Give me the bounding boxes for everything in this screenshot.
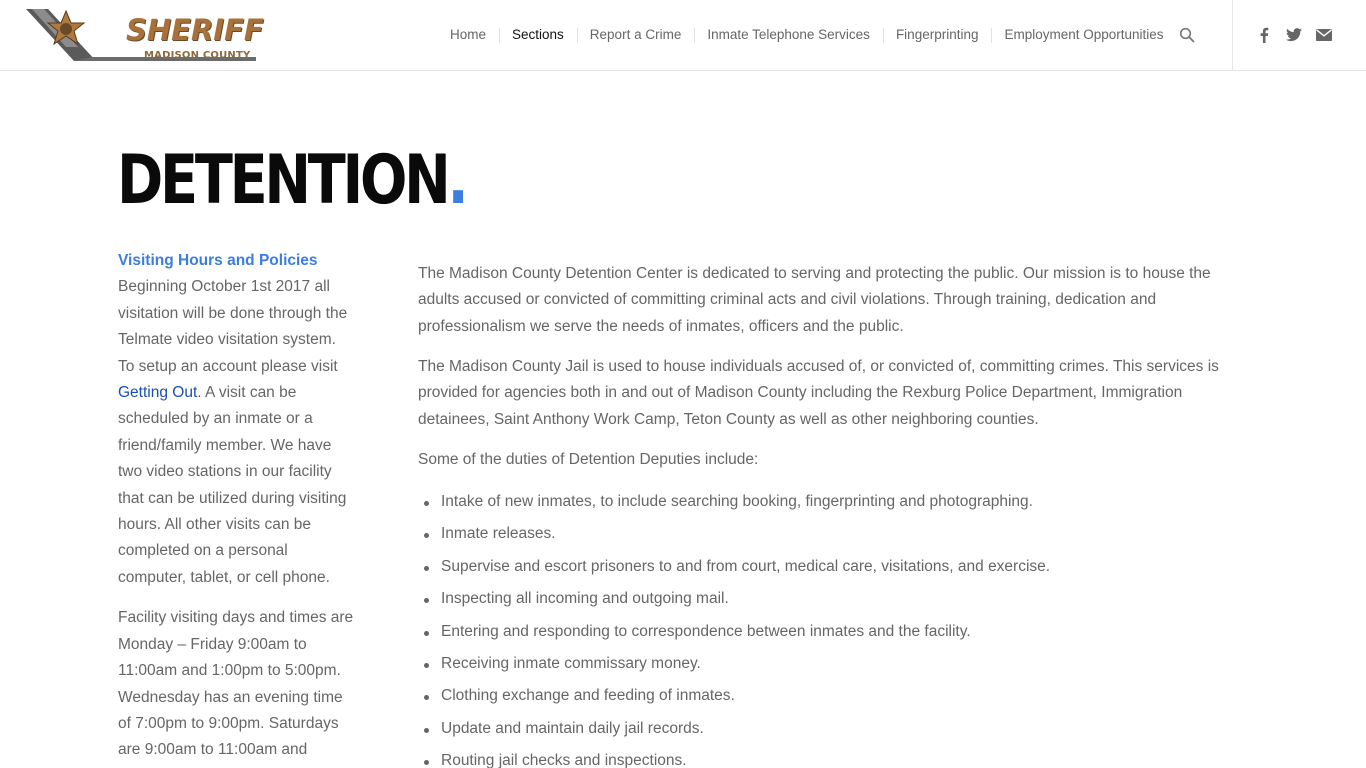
page-title [117,138,465,224]
page-title-dot: . [447,141,466,220]
detention-content [418,261,1238,768]
visiting-sidebar [118,248,354,768]
list-item: Intake of new inmates, to include searching booking, fingerprinting and photographing. [418,489,1238,515]
header-divider [1232,0,1233,70]
site-header [0,0,1366,71]
duties-list [418,489,1238,768]
list-item: Inspecting all incoming and outgoing mail. [418,586,1238,612]
nav-fingerprinting[interactable]: Fingerprinting [883,0,992,70]
visiting-text-1: Beginning October 1st 2017 all visitation will be done through the Telmate video visitation system. To setup an account please visit [118,278,348,375]
content-paragraph-3: Some of the duties of Detention Deputies include: [418,450,759,468]
nav-report-a-crime[interactable]: Report a Crime [577,0,695,70]
logo-subtitle: MADISON COUNTY [144,50,251,61]
visiting-text-2: . A visit can be scheduled by an inmate or a friend/family member. We have two video stations in our facility that can be utilized during visiting hours. All other visits can be completed on a personal computer, tablet, or cell phone. [118,384,347,586]
facebook-icon[interactable] [1255,26,1273,44]
main-nav [437,0,1177,70]
visiting-paragraph-1 [118,248,354,591]
getting-out-link[interactable]: Getting Out [118,384,198,402]
visiting-heading: Visiting Hours and Policies [118,252,318,269]
list-item: Receiving inmate commissary money. [418,651,1238,677]
list-item: Entering and responding to correspondence between inmates and the facility. [418,619,1238,645]
page-title-text: DETENTION [117,141,448,220]
list-item: Supervise and escort prisoners to and from court, medical care, visitations, and exercise. [418,554,1238,580]
nav-sections[interactable]: Sections [499,0,577,70]
mail-icon[interactable] [1315,26,1333,44]
logo-title: SHERIFF [126,13,264,47]
search-icon[interactable] [1179,27,1195,43]
list-item: Inmate releases. [418,521,1238,547]
list-item: Routing jail checks and inspections. [418,748,1238,768]
sheriff-logo[interactable] [26,7,264,63]
nav-inmate-telephone-services[interactable]: Inmate Telephone Services [694,0,883,70]
twitter-icon[interactable] [1285,26,1303,44]
visiting-paragraph-2: Facility visiting days and times are Monday – Friday 9:00am to 11:00am and 1:00pm to 5:00pm. Wednesday has an evening time of 7:00pm to 9:00pm. Saturdays are 9:00am to 11:00am and [118,609,354,759]
nav-home[interactable]: Home [450,27,487,42]
content-paragraph-2: The Madison County Jail is used to house individuals accused of, or convicted of, committing crimes. This services is provided for agencies both in and out of Madison County including the Rexburg Police Department, Immigration detainees, Saint Anthony Work Camp, Teton County as well as other neighboring counties. [418,357,1219,428]
nav-employment-opportunities[interactable]: Employment Opportunities [991,0,1176,70]
content-paragraph-1: The Madison County Detention Center is dedicated to serving and protecting the public. Our mission is to house the adults accused or convicted of committing criminal acts and civil violations. Through training, dedication and professionalism we serve the needs of inmates, officers and the public. [418,265,1211,335]
list-item: Update and maintain daily jail records. [418,716,1238,742]
list-item: Clothing exchange and feeding of inmates. [418,683,1238,709]
